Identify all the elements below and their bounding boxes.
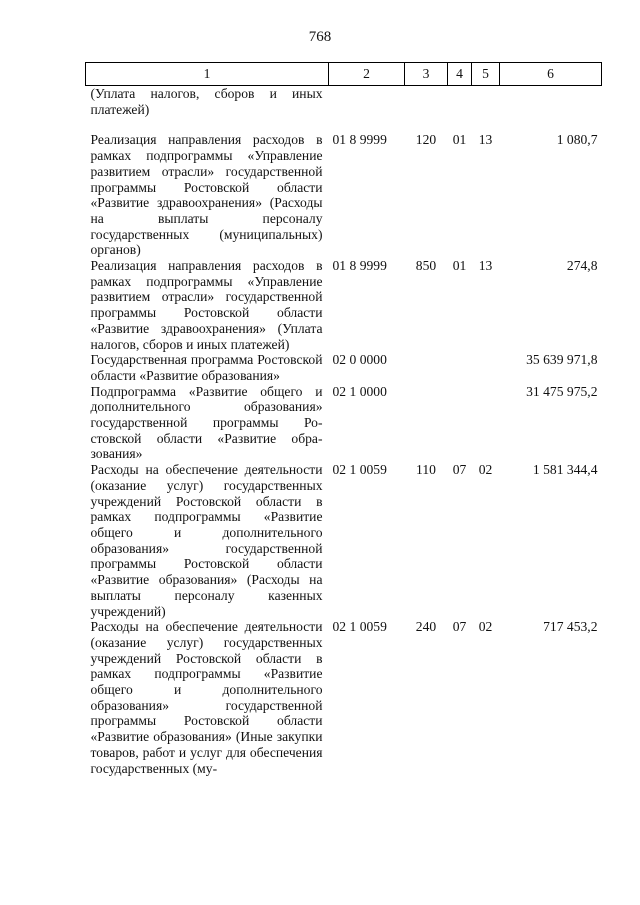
row-code: 01 8 9999: [332, 258, 387, 274]
table-row: [86, 619, 602, 776]
row-expense-type: 110: [416, 462, 436, 478]
header-cell-4: 4: [448, 63, 472, 86]
row-section: [448, 384, 472, 463]
row-section: [448, 352, 472, 383]
row-subsection: 02: [478, 619, 493, 635]
row-code: 02 1 0059: [332, 462, 387, 478]
table-row: [86, 384, 602, 463]
row-section: 01: [452, 132, 467, 148]
row-description: Реализация направления расходов в рамках подпрограммы «Управление развитием отрасли» государственной программы Ростовской области «Развитие здравоохранения» (Расходы на выплаты персоналу государственных (муниципальных) органов): [90, 132, 323, 258]
row-amount: [500, 86, 602, 133]
row-amount: 1 080,7: [556, 132, 598, 148]
table-row: [86, 258, 602, 352]
row-section: [448, 86, 472, 133]
row-amount: 1 581 344,4: [532, 462, 598, 478]
row-expense-type: [405, 352, 448, 383]
table-row: [86, 352, 602, 383]
row-expense-type: 850: [415, 258, 437, 274]
header-cell-6: 6: [500, 63, 602, 86]
row-expense-type: 120: [415, 132, 437, 148]
row-code: 01 8 9999: [332, 132, 387, 148]
row-description: Реализация направления расходов в рамках подпрограммы «Управление развитием отрасли» государственной программы Ростовской области «Развитие здравоохранения» (Уплата налогов, сборов и иных платежей): [90, 258, 323, 352]
table-header: [86, 63, 602, 86]
row-subsection: [472, 384, 500, 463]
row-code: 02 1 0000: [332, 383, 387, 399]
budget-table: [85, 62, 602, 776]
row-subsection: 13: [478, 132, 493, 148]
row-expense-type: [405, 384, 448, 463]
row-subsection: 13: [478, 258, 493, 274]
header-cell-5: 5: [472, 63, 500, 86]
header-row: [86, 63, 602, 86]
row-subsection: [472, 86, 500, 133]
header-cell-1: 1: [86, 63, 329, 86]
row-section: 07: [452, 462, 467, 478]
row-code: 02 1 0059: [332, 619, 387, 635]
table-row: [86, 462, 602, 619]
row-section: 01: [452, 258, 467, 274]
row-expense-type: 240: [415, 619, 437, 635]
table-body: [86, 86, 602, 777]
header-cell-2: 2: [329, 63, 405, 86]
row-description: (Уплата налогов, сборов и иных платежей): [90, 86, 323, 117]
row-code: [329, 86, 405, 133]
table-row: [86, 132, 602, 258]
row-subsection: 02: [478, 462, 493, 478]
row-section: 07: [452, 619, 467, 635]
table-row: [86, 86, 602, 133]
row-expense-type: [405, 86, 448, 133]
row-code: 02 0 0000: [332, 352, 387, 368]
row-amount: 274,8: [566, 258, 598, 274]
row-description: Государственная программа Ростовской области «Развитие образования»: [90, 352, 323, 383]
row-description: Подпрограмма «Развитие общего и дополнительного образования» государственной программы Ростовской области «Развитие образования»: [90, 383, 323, 462]
row-amount: 31 475 975,2: [526, 383, 598, 399]
row-description: Расходы на обеспечение деятельности (оказание услуг) государственных учреждений Ростовской области в рамках подпрограммы «Развитие общего и дополнительного образования» государственной программы Ростовской области «Развитие образования» (Иные закупки товаров, работ и услуг для обеспечения государственных (му-: [90, 619, 323, 776]
header-cell-3: 3: [405, 63, 448, 86]
row-amount: 717 453,2: [543, 619, 598, 635]
row-description: Расходы на обеспечение деятельности (оказание услуг) государственных учреждений Ростовской области в рамках подпрограммы «Развитие общего и дополнительного образования» государственной программы Ростовской области «Развитие образования» (Расходы на выплаты персоналу казенных учреждений): [90, 462, 323, 619]
row-subsection: [472, 352, 500, 383]
row-amount: 35 639 971,8: [526, 352, 598, 368]
page-number: 768: [308, 29, 332, 45]
